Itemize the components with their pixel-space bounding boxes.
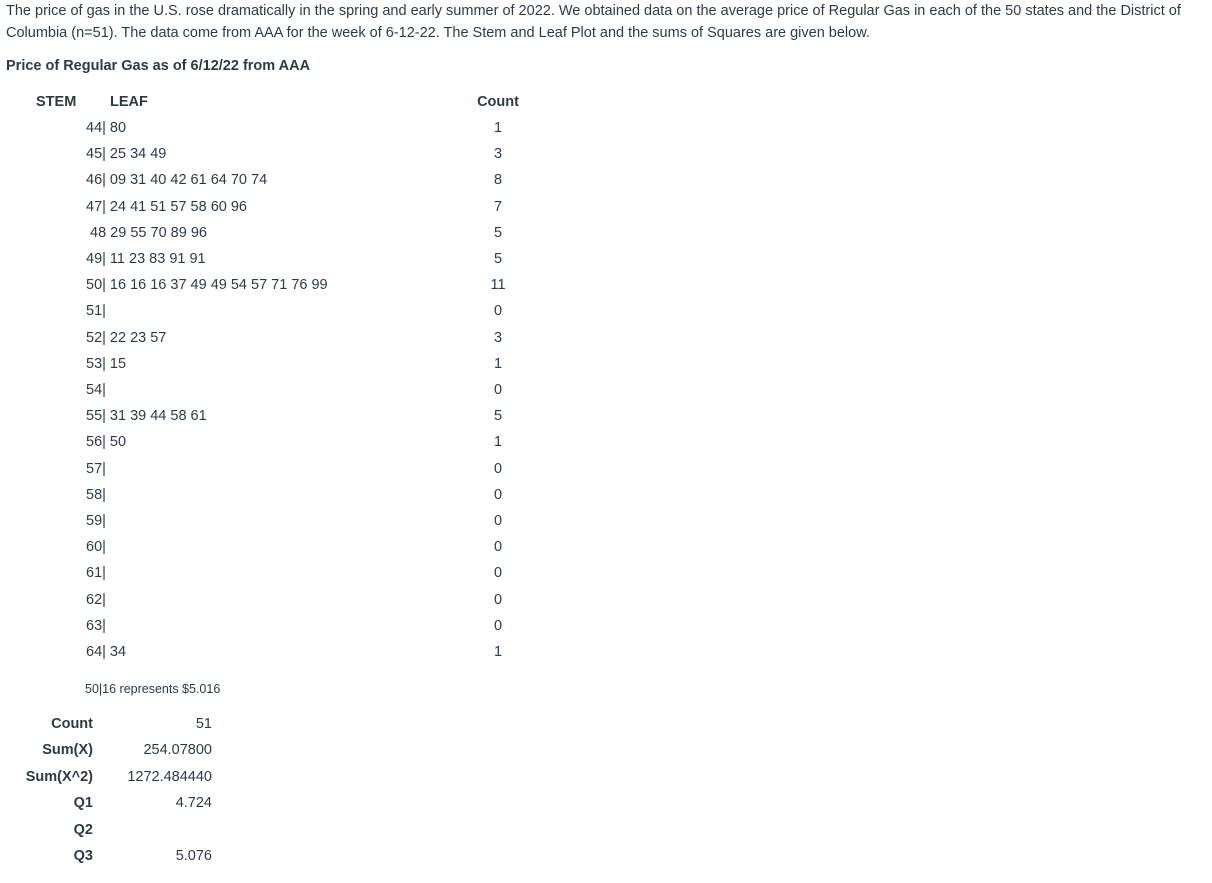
stem-leaf-text: 52| 22 23 57 [86,329,167,346]
stem-leaf-text: 47| 24 41 51 57 58 60 96 [86,198,247,215]
stat-value: 51 [195,716,212,732]
stat-value: 5.076 [175,848,212,864]
stem-leaf-text: 46| 09 31 40 42 61 64 70 74 [86,172,268,189]
intro-paragraph: The price of gas in the U.S. rose dramatically in the spring and early summer of 2022. We obtained data on the average price of Regular Gas in each of the 50 states and the District of Columbia (n=51). The data come from AAA for the week of 6-12-22. The Stem and Leaf Plot and the sums of Squares are given below. [6,3,1181,41]
stem-leaf-text: 61| [86,565,106,582]
stem-leaf-text: 50| 16 16 16 37 49 49 54 57 71 76 99 [86,277,328,294]
stem-leaf-text: 59| [86,513,106,529]
stem-leaf-text: 54| [86,382,106,398]
row-count: 5 [493,408,503,425]
row-count: 0 [493,591,503,608]
plot-row [0,330,600,356]
plot-row [0,618,600,644]
plot-row [0,487,600,513]
stat-row [0,769,260,795]
plot-row [0,225,600,251]
stat-label: Sum(X) [42,742,93,759]
stat-value: 1272.484440 [127,768,212,785]
plot-row [0,199,600,225]
row-count: 0 [493,617,503,634]
stem-leaf-text: 60| [86,539,106,556]
stat-row [0,716,260,742]
row-count: 0 [493,539,503,556]
count-header: Count [477,94,519,110]
plot-row [0,592,600,618]
stem-leaf-text: 55| 31 39 44 58 61 [86,408,207,425]
stat-label: Q3 [73,848,93,864]
plot-row [0,120,600,146]
stem-leaf-text: 48 29 55 70 89 96 [86,224,207,241]
row-count: 0 [493,565,503,582]
row-count: 11 [490,277,506,294]
stem-leaf-text: 51| [86,303,106,320]
row-count: 3 [493,329,503,346]
row-count: 0 [493,382,503,398]
stem-leaf-text: 62| [86,591,106,608]
stat-row [0,848,260,874]
plot-row [0,408,600,434]
row-count: 0 [493,303,503,320]
row-count: 7 [493,198,503,215]
stem-leaf-text: 44| 80 [86,120,127,136]
plot-row [0,146,600,172]
stem-leaf-text: 56| 50 [86,434,127,451]
row-count: 5 [493,224,503,241]
stem-leaf-text: 63| [86,617,106,634]
row-count: 1 [493,644,503,660]
plot-row [0,539,600,565]
stem-leaf-text: 58| [86,486,106,503]
stem-header: STEM [36,94,77,110]
row-count: 0 [493,513,503,529]
stat-label: Q2 [73,821,93,838]
plot-row [0,251,600,277]
plot-row [0,461,600,487]
row-count: 1 [493,120,503,136]
stem-leaf-text: 53| 15 [86,355,127,372]
stat-value: 4.724 [175,795,212,812]
stat-label: Q1 [73,795,93,812]
stem-leaf-text: 57| [86,460,106,477]
row-count: 1 [493,355,503,372]
stat-row [0,742,260,768]
row-count: 0 [493,460,503,477]
stat-label: Sum(X^2) [25,768,93,785]
stem-leaf-text: 45| 25 34 49 [86,146,167,163]
row-count: 5 [493,251,503,267]
stem-leaf-text: 64| 34 [86,644,127,660]
stat-row [0,822,260,848]
section-heading: Price of Regular Gas as of 6/12/22 from AAA [6,58,311,74]
stat-value: 254.07800 [143,742,212,759]
row-count: 8 [493,172,503,189]
plot-row [0,303,600,329]
row-count: 3 [493,146,503,163]
plot-row [0,644,600,670]
plot-row [0,382,600,408]
key-note: 50|16 represents $5.016 [85,682,221,696]
row-count: 0 [493,486,503,503]
plot-row [0,277,600,303]
leaf-header: LEAF [110,94,148,110]
plot-row [0,172,600,198]
plot-row [0,513,600,539]
plot-row [0,356,600,382]
stem-leaf-text: 49| 11 23 83 91 91 [86,251,206,267]
plot-row [0,434,600,460]
stat-label: Count [51,716,93,732]
plot-row [0,565,600,591]
stat-row [0,795,260,821]
row-count: 1 [493,434,503,451]
